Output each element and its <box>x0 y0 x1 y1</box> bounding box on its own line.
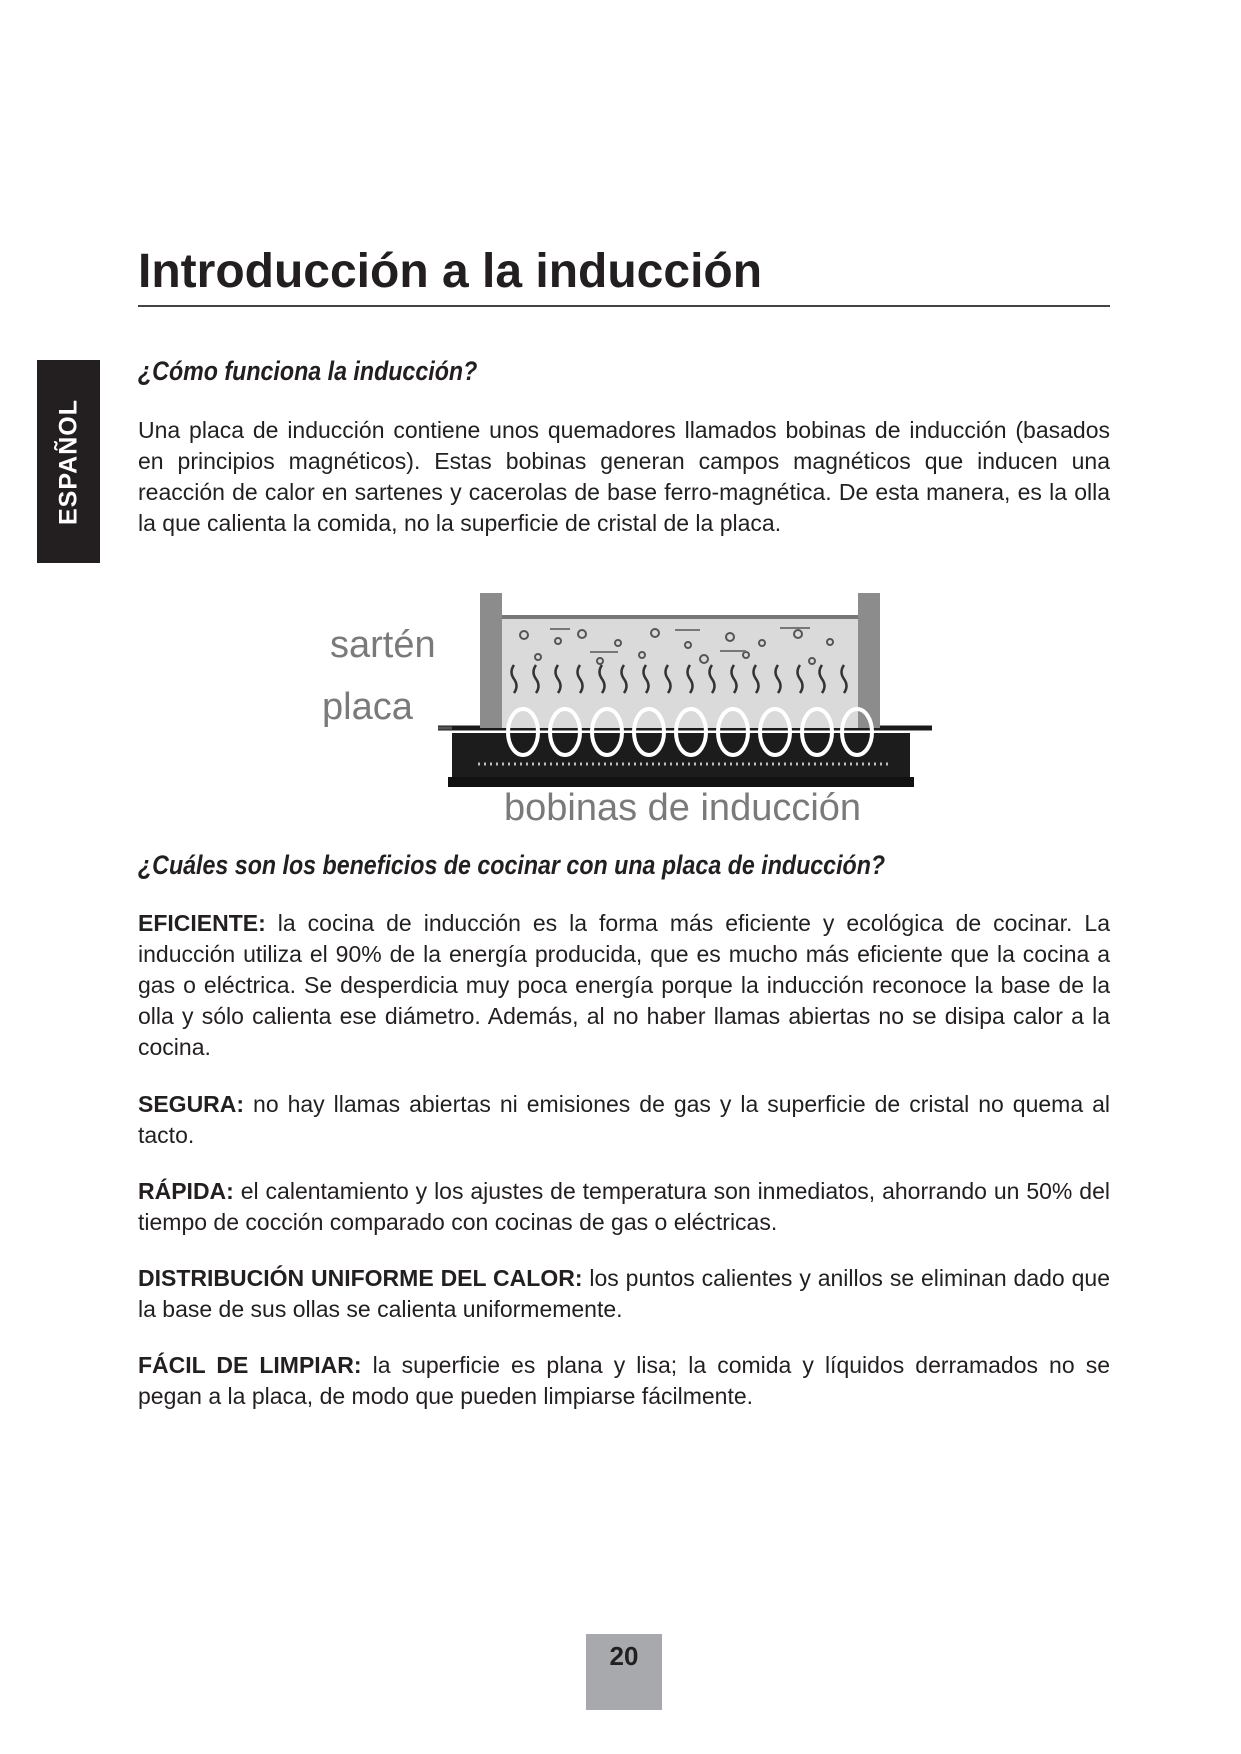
induction-diagram <box>300 585 940 830</box>
language-tab <box>37 360 100 563</box>
benefit-uniform-heat <box>138 1263 1110 1325</box>
label-coils: bobinas de inducción <box>504 787 862 829</box>
cooktop-base-edge <box>448 777 914 787</box>
page-number: 20 <box>586 1634 662 1710</box>
benefit-text: el calentamiento y los ajustes de temperatura son inmediatos, ahorrando un 50% del tiempo de cocción comparado con cocinas de gas o eléctricas. <box>138 1178 1110 1235</box>
pan-left-wall <box>480 593 502 728</box>
benefit-text: no hay llamas abiertas ni emisiones de gas y la superficie de cristal no quema al tacto. <box>138 1091 1110 1148</box>
benefit-safe <box>138 1089 1110 1151</box>
benefit-efficient <box>138 908 1110 1063</box>
liquid-surface <box>502 615 858 619</box>
benefit-easy-clean <box>138 1350 1110 1412</box>
title-underline <box>138 305 1110 307</box>
label-plate: placa <box>322 686 413 728</box>
benefit-fast <box>138 1176 1110 1238</box>
section-body-how-it-works: Una placa de inducción contiene unos quemadores llamados bobinas de inducción (basados en principios magnéticos). Estas bobinas generan campos magnéticos que inducen una reacción de calor en sartenes y cacerolas de base ferro-magnética. De esta manera, es la olla la que calienta la comida, no la superficie de cristal de la placa. <box>138 417 1110 536</box>
benefit-text: la superficie es plana y lisa; la comida y líquidos derramados no se pegan a la placa, de modo que pueden limpiarse fácilmente. <box>138 1352 1110 1409</box>
section-heading-benefits: ¿Cuáles son los beneficios de cocinar con una placa de inducción? <box>138 850 886 880</box>
page-title: Introducción a la inducción <box>138 245 763 298</box>
benefit-term: SEGURA: <box>138 1091 245 1117</box>
benefit-term: FÁCIL DE LIMPIAR: <box>138 1352 362 1378</box>
section-heading-how-it-works: ¿Cómo funciona la inducción? <box>138 356 478 386</box>
benefit-text: la cocina de inducción es la forma más eficiente y ecológica de cocinar. La inducción utiliza el 90% de la energía producida, que es mucho más eficiente que la cocina a gas o eléctrica. Se desperdicia muy poca energía porque la inducción reconoce la base de la olla y sólo calienta ese diámetro. Además, al no haber llamas abiertas no se disipa calor a la cocina. <box>138 910 1110 1060</box>
language-tab-label: ESPAÑOL <box>54 398 82 525</box>
benefit-text: los puntos calientes y anillos se eliminan dado que la base de sus ollas se calienta uniformemente. <box>138 1265 1111 1322</box>
benefit-term: DISTRIBUCIÓN UNIFORME DEL CALOR: <box>138 1265 583 1291</box>
label-pan: sartén <box>330 624 436 666</box>
benefit-term: RÁPIDA: <box>138 1178 234 1204</box>
benefit-term: EFICIENTE: <box>138 910 266 936</box>
